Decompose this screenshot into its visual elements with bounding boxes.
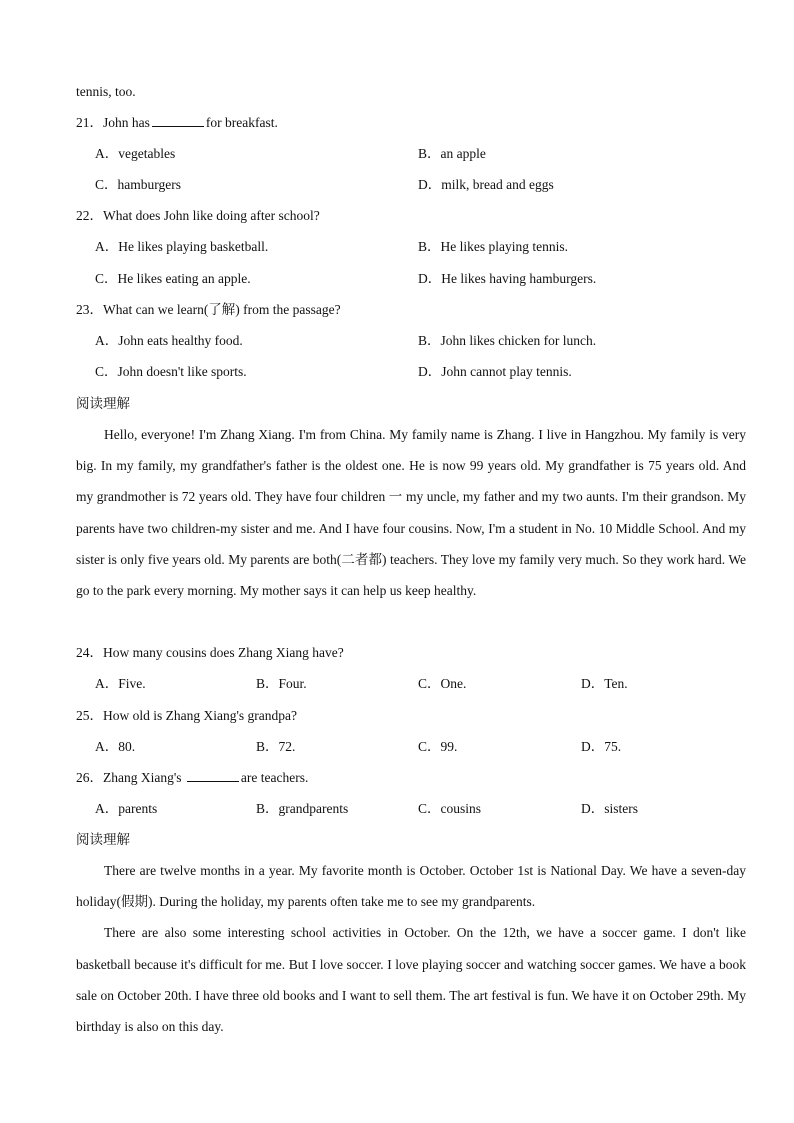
question-25-stem: 25．How old is Zhang Xiang's grandpa? [76, 708, 298, 723]
question-21-stem [76, 114, 278, 132]
question-22-stem: 22．What does John like doing after school? [76, 208, 320, 223]
answer-blank [187, 769, 239, 782]
q23-option-b: B．John likes chicken for lunch. [418, 333, 597, 348]
answer-blank [152, 114, 204, 127]
question-26-stem [76, 769, 308, 787]
q25-option-b: B．72. [256, 739, 296, 754]
q21-option-c: C．hamburgers [95, 177, 181, 192]
q21-option-a: A．vegetables [95, 146, 176, 161]
passage-fragment: tennis, too. [76, 84, 136, 99]
question-24-stem: 24．How many cousins does Zhang Xiang have? [76, 645, 344, 660]
q26-option-c: C．cousins [418, 801, 482, 816]
passage-1-paragraph: Hello, everyone! I'm Zhang Xiang. I'm from China. My family name is Zhang. I live in Hangzhou. My family is very big. In my family, my grandfather's father is the oldest one. He is now 99 years old. My grandfather is 75 years old. And my grandmother is 72 years old. They have four children 一 my uncle, my father and my two aunts. I'm their grandson. My parents have two children-my sister and me. And I have four cousins. Now, I'm a student in No. 10 Middle School. And my sister is only five years old. My parents are both(二者都) teachers. They love my family very much. So they work hard. We go to the park every morning. My mother says it can help us keep healthy. [76, 427, 746, 599]
q26-option-d: D．sisters [581, 801, 638, 816]
q22-option-b: B．He likes playing tennis. [418, 239, 568, 254]
q26-stem-before: 26．Zhang Xiang's [76, 770, 182, 785]
q24-option-d: D．Ten. [581, 676, 628, 691]
passage-2-paragraph-1: There are twelve months in a year. My favorite month is October. October 1st is National Day. We have a seven-day holiday(假期). During the holiday, my parents often take me to see my grandparents. [76, 863, 746, 910]
question-23-stem: 23．What can we learn(了解) from the passage? [76, 302, 341, 317]
section-title: 阅读理解 [76, 396, 130, 411]
q21-stem-after: for breakfast. [205, 115, 278, 130]
q23-option-a: A．John eats healthy food. [95, 333, 243, 348]
q24-option-b: B．Four. [256, 676, 307, 691]
section-title: 阅读理解 [76, 832, 130, 847]
q26-option-a: A．parents [95, 801, 158, 816]
q26-option-b: B．grandparents [256, 801, 349, 816]
q24-option-c: C．One. [418, 676, 467, 691]
passage-2-paragraph-2: There are also some interesting school activities in October. On the 12th, we have a soccer game. I don't like basketball because it's difficult for me. But I love soccer. I love playing soccer and watching soccer games. We have a book sale on October 20th. I have three old books and I want to sell them. The art festival is fun. We have it on October 29th. My birthday is also on this day. [76, 925, 746, 1035]
q22-option-c: C．He likes eating an apple. [95, 271, 251, 286]
reading-passage-1 [76, 419, 746, 606]
q23-option-d: D．John cannot play tennis. [418, 364, 572, 379]
reading-passage-2 [76, 855, 746, 1042]
q21-option-b: B．an apple [418, 146, 486, 161]
q21-stem-before: 21．John has [76, 115, 150, 130]
q26-stem-after: are teachers. [240, 770, 309, 785]
q25-option-a: A．80. [95, 739, 136, 754]
q25-option-c: C．99. [418, 739, 458, 754]
q22-option-a: A．He likes playing basketball. [95, 239, 269, 254]
q24-option-a: A．Five. [95, 676, 146, 691]
q25-option-d: D．75. [581, 739, 622, 754]
q21-option-d: D．milk, bread and eggs [418, 177, 554, 192]
q22-option-d: D．He likes having hamburgers. [418, 271, 597, 286]
q23-option-c: C．John doesn't like sports. [95, 364, 247, 379]
